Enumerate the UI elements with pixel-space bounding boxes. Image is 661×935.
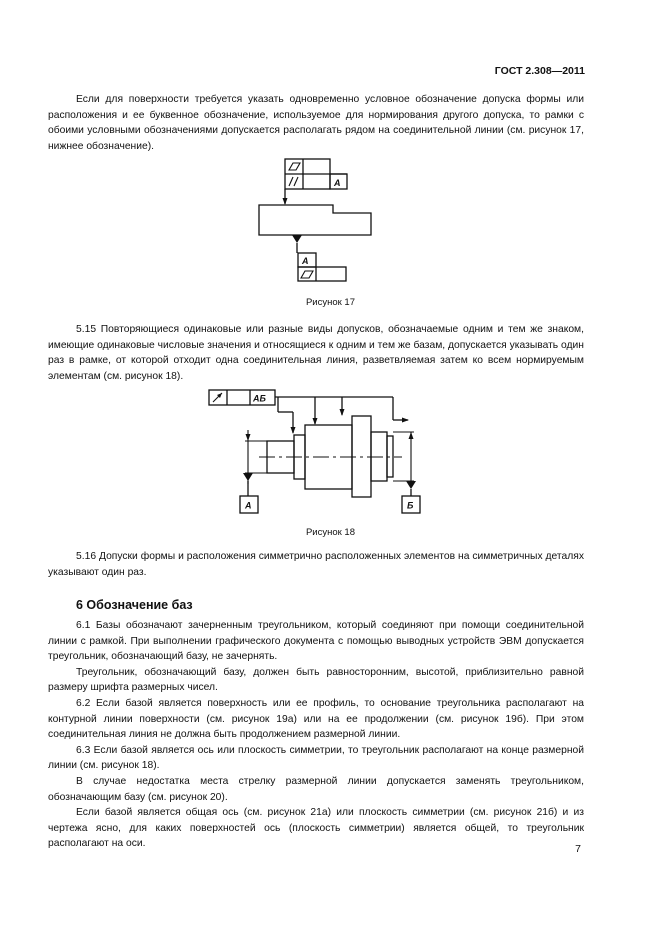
runout-icon: [213, 393, 222, 402]
arrow-head: [340, 409, 345, 416]
document-header: ГОСТ 2.308—2011: [494, 65, 585, 77]
base-letter-right: Б: [407, 500, 414, 511]
paragraph-6-1b: Треугольник, обозначающий базу, должен быть равносторонним, высотой, приблизительно равной размеру шрифта размерных чисел.: [48, 666, 584, 694]
tolerance-frame-lower: [298, 267, 346, 281]
parallelism-icon: [289, 177, 298, 186]
paragraph-text: Если для поверхности требуется указать одновременно условное обозначение допуска формы или расположения и ее буквенное обозначение, используемое для нормирования другого допуска, то рамки с обоими условными обозначениями допускается располагать рядом на соединительной линии (см. рисунок 17, нижнее обозначение).: [48, 94, 584, 152]
paragraph-6-3b: В случае недостатка места стрелку размерной линии допускается заменять треугольником, обозначающим базу (см. рисунок 20).: [48, 775, 584, 803]
base-letter: А: [302, 256, 309, 266]
paragraph-6-3: 6.3 Если базой является ось или плоскость симметрии, то треугольник располагают на конце размерной линии (см. рисунок 18).: [48, 744, 584, 772]
paragraph-6-2: 6.2 Если базой является поверхность или ее профиль, то основание треугольника располагают на контурной линии поверхности (см. рисунок 19а) или на ее продолжении (см. рисунок 19б). При этом соединительная линия не должна быть продолжением размерной линии.: [48, 697, 584, 741]
flatness-icon: [289, 163, 300, 170]
arrow-head: [283, 198, 288, 205]
arrow-head: [291, 427, 296, 434]
base-letter-left: А: [245, 500, 252, 511]
paragraph-5-16: [48, 549, 584, 580]
base-triangle: [406, 481, 416, 489]
page-number: 7: [575, 843, 581, 855]
paragraph-text: 5.16 Допуски формы и расположения симметрично расположенных элементов на симметричных деталях указывают один раз.: [48, 551, 584, 578]
figure-18-caption: Рисунок 18: [305, 527, 356, 538]
arrow-head: [313, 418, 318, 425]
part-outline: [259, 205, 371, 235]
base-triangle: [292, 235, 302, 243]
frame-base-letter: А: [334, 178, 341, 188]
section-6-body: [48, 618, 584, 852]
flatness-icon: [301, 271, 313, 278]
section-title: 6 Обозначение баз: [76, 598, 193, 612]
paragraph-6-1: 6.1 Базы обозначают зачерненным треугольником, который соединяют при помощи соединительной линии с рамкой. При выполнении графического документа с помощью выводных устройств ЭВМ допускается треугольник, обозначающий базу, не зачернять.: [48, 620, 584, 663]
arrow-head: [246, 434, 251, 441]
base-triangle: [243, 473, 253, 481]
arrow-head: [409, 432, 414, 439]
paragraph-6-3c: Если базой является общая ось (см. рисунок 21а) или плоскость симметрии (см. рисунок 21б) и из чертежа ясно, для каких поверхностей ось (плоскость симметрии) является общей, то треугольник располагают на оси.: [48, 807, 584, 850]
figure-17-caption: Рисунок 17: [305, 297, 356, 308]
figure-17-drawing: [0, 0, 661, 300]
paragraph-5-15: [48, 322, 584, 384]
paragraph-text: 5.15 Повторяющиеся одинаковые или разные виды допусков, обозначаемые одним и тем же знаком, имеющие одинаковые числовые значения и относящиеся к одним и тем же базам, допускается указывать один раз в рамке, от которой отходит одна соединительная линия, разветвляемая затем ко всем нормируемым элементам (см. рисунок 18).: [48, 324, 584, 382]
arrow-head: [402, 418, 409, 423]
frame-bases: АБ: [253, 393, 266, 404]
